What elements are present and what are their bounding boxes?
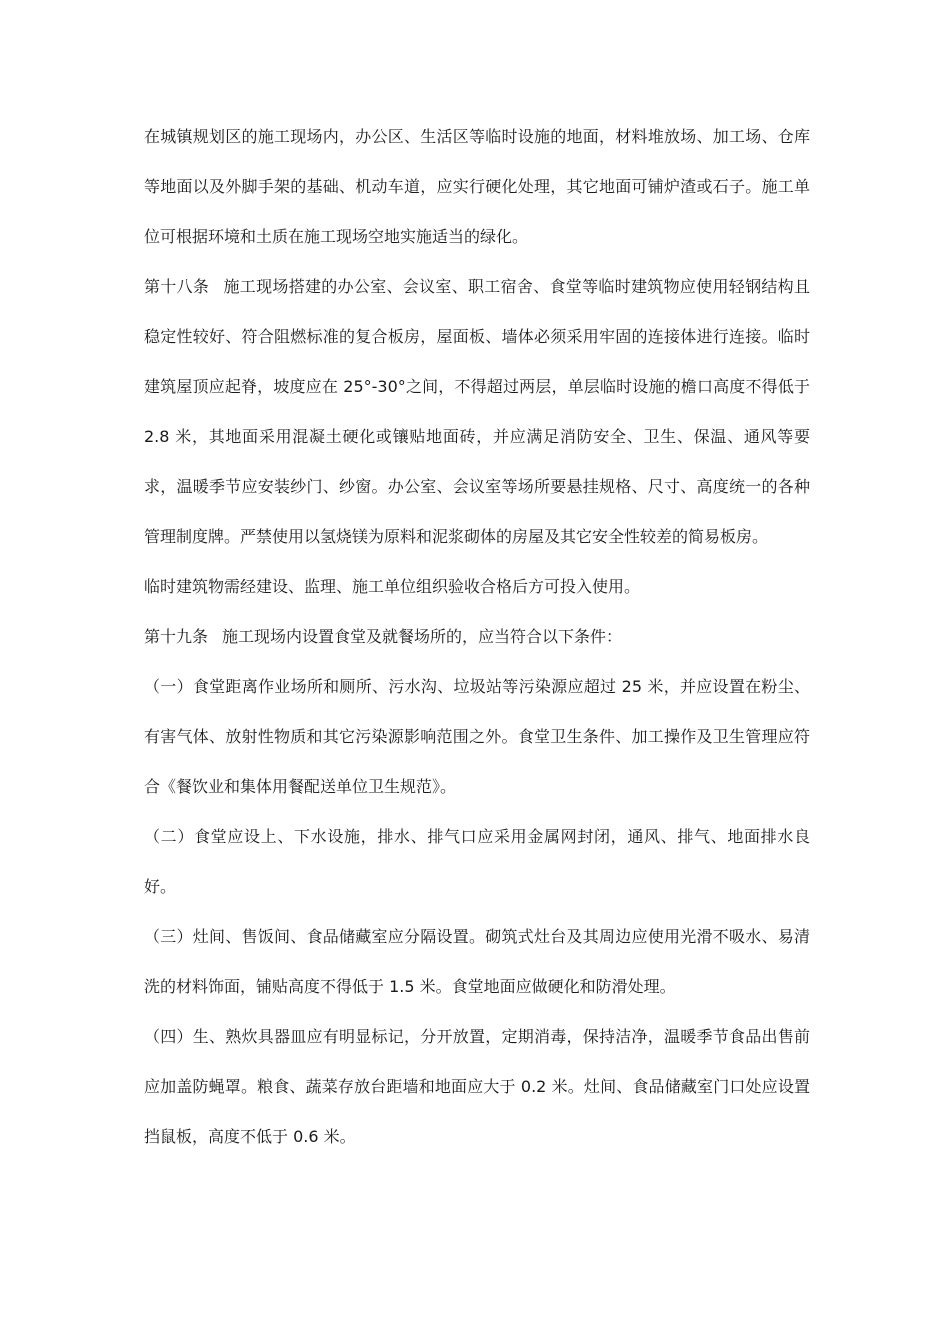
paragraph-acceptance bbox=[144, 562, 810, 612]
paragraph-item-3 bbox=[144, 912, 810, 1012]
paragraph-text: （二）食堂应设上、下水设施，排水、排气口应采用金属网封闭，通风、排气、地面排水良好。 bbox=[144, 827, 810, 896]
paragraph-item-1 bbox=[144, 662, 810, 812]
paragraph-site-hardening bbox=[144, 112, 810, 262]
paragraph-text: 临时建筑物需经建设、监理、施工单位组织验收合格后方可投入使用。 bbox=[144, 577, 641, 596]
article-number: 第十八条 bbox=[144, 277, 210, 296]
paragraph-item-2 bbox=[144, 812, 810, 912]
paragraph-article-18 bbox=[144, 262, 810, 562]
paragraph-article-19 bbox=[144, 612, 810, 662]
paragraph-text: （一）食堂距离作业场所和厕所、污水沟、垃圾站等污染源应超过 25 米，并应设置在粉尘、有害气体、放射性物质和其它污染源影响范围之外。食堂卫生条件、加工操作及卫生管理应符合《餐饮业和集体用餐配送单位卫生规范》。 bbox=[144, 677, 810, 796]
paragraph-text: （三）灶间、售饭间、食品储藏室应分隔设置。砌筑式灶台及其周边应使用光滑不吸水、易清洗的材料饰面，铺贴高度不得低于 1.5 米。食堂地面应做硬化和防滑处理。 bbox=[144, 927, 810, 996]
paragraph-text: 施工现场搭建的办公室、会议室、职工宿舍、食堂等临时建筑物应使用轻钢结构且稳定性较好、符合阻燃标准的复合板房，屋面板、墙体必须采用牢固的连接体进行连接。临时建筑屋顶应起脊，坡度应在 25°-30°之间，不得超过两层，单层临时设施的檐口高度不得低于 2.8 米，其地面采用混凝土硬化或镶贴地面砖，并应满足消防安全、卫生、保温、通风等要求，温暖季节应安装纱门、纱窗。办公室、会议室等场所要悬挂规格、尺寸、高度统一的各种管理制度牌。严禁使用以氢烧镁为原料和泥浆砌体的房屋及其它安全性较差的简易板房。 bbox=[144, 277, 810, 546]
paragraph-text: 施工现场内设置食堂及就餐场所的，应当符合以下条件： bbox=[222, 627, 623, 646]
paragraph-item-4 bbox=[144, 1012, 810, 1162]
paragraph-text: 在城镇规划区的施工现场内，办公区、生活区等临时设施的地面，材料堆放场、加工场、仓库等地面以及外脚手架的基础、机动车道，应实行硬化处理，其它地面可铺炉渣或石子。施工单位可根据环境和土质在施工现场空地实施适当的绿化。 bbox=[144, 127, 810, 246]
paragraph-text: （四）生、熟炊具器皿应有明显标记，分开放置，定期消毒，保持洁净，温暖季节食品出售前应加盖防蝇罩。粮食、蔬菜存放台距墙和地面应大于 0.2 米。灶间、食品储藏室门口处应设置挡鼠板，高度不低于 0.6 米。 bbox=[144, 1027, 810, 1146]
article-number: 第十九条 bbox=[144, 627, 209, 646]
document-body bbox=[144, 112, 810, 1162]
